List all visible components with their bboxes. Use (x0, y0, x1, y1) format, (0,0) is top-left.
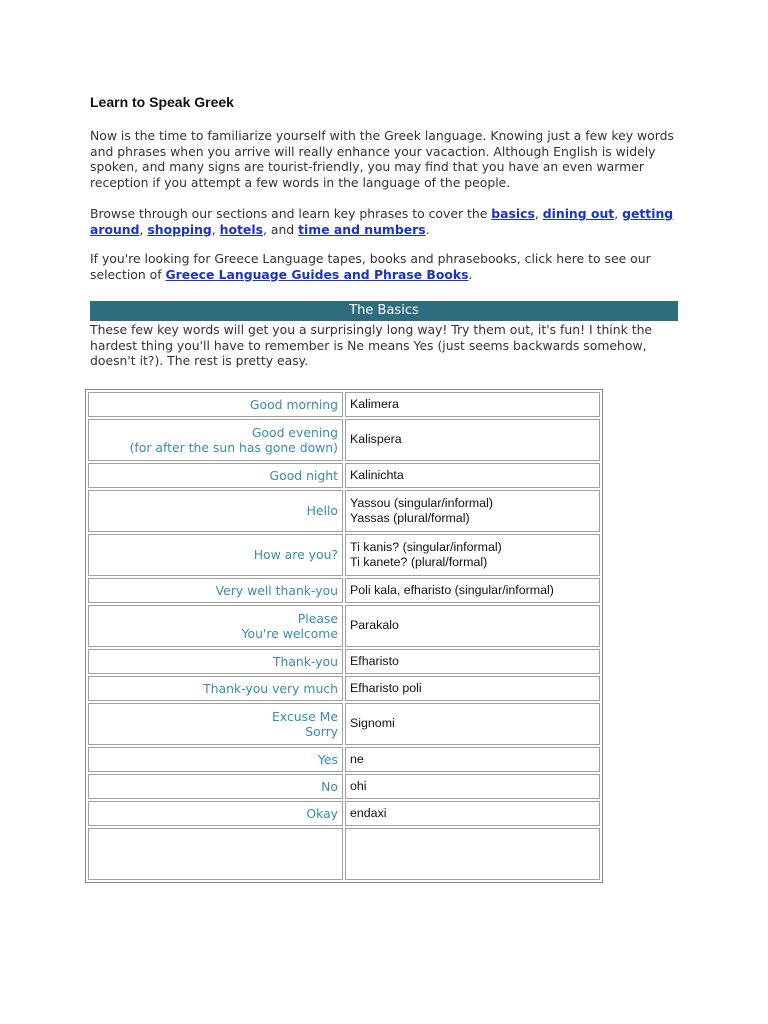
english-phrase-cell (88, 605, 343, 647)
table-row (88, 463, 600, 488)
english-phrase-cell (88, 747, 343, 772)
browse-prefix: Browse through our sections and learn key phrases to cover the (90, 206, 492, 221)
greek-phrase-cell (345, 463, 600, 488)
greek-phrase: Yassou (singular/informal) (350, 495, 494, 510)
greek-phrase: Signomi (350, 716, 395, 731)
english-phrase-cell (88, 463, 343, 488)
english-phrase-cell (88, 801, 343, 826)
english-phrase: Thank-you (272, 653, 338, 669)
english-phrase: You're welcome (241, 626, 338, 641)
greek-phrase-cell (345, 392, 600, 417)
greek-phrase-cell (345, 703, 600, 745)
link-basics[interactable]: basics (491, 206, 535, 221)
table-row (88, 747, 600, 772)
link-getting-around[interactable]: getting around (90, 206, 674, 237)
greek-phrase: Ti kanete? (plural/formal) (350, 555, 488, 569)
table-row (88, 649, 600, 674)
phrase-table (85, 389, 603, 883)
intro-paragraph: Now is the time to familiarize yourself with the Greek language. Knowing just a few key words and phrases when you arrive will really enhance your vacaction. Although English is widely spoken, and many signs are tourist-friendly, you may find that you have an even warmer reception if you attempt a few words in the language of the people. (90, 128, 674, 190)
english-phrase: Please (297, 610, 338, 626)
greek-phrase-cell (345, 578, 600, 603)
period: . (425, 221, 430, 237)
greek-phrase-cell (345, 419, 600, 461)
greek-phrase: Kalimera (350, 396, 399, 411)
empty-table-row (88, 828, 600, 880)
sep-and: , and (262, 221, 299, 237)
table-row (88, 534, 600, 576)
greek-phrase: Efharisto poli (350, 680, 422, 695)
english-phrase: Okay (306, 805, 338, 821)
browse-paragraph (90, 206, 680, 237)
link-shopping[interactable]: shopping (147, 221, 212, 237)
sep: , (139, 221, 148, 237)
greek-phrase-cell (345, 649, 600, 674)
period: . (468, 266, 473, 282)
greek-phrase: ohi (350, 778, 367, 793)
sep: , (211, 221, 220, 237)
table-row (88, 392, 600, 417)
english-phrase-cell (88, 774, 343, 799)
greek-phrase: Yassas (plural/formal) (350, 511, 470, 525)
section-intro: These few key words will get you a surprisingly long way! Try them out, it's fun! I think the hardest thing you'll have to remember is Ne means Yes (just seems backwards somehow, doesn't it?). The rest is pretty easy. (90, 322, 653, 368)
sep: , (534, 206, 543, 221)
english-phrase-cell (88, 490, 343, 532)
greek-phrase-cell (345, 801, 600, 826)
english-phrase: No (321, 778, 338, 794)
greek-phrase: Parakalo (350, 618, 399, 633)
english-phrase: Yes (317, 751, 338, 767)
section-heading-banner: The Basics (90, 301, 678, 321)
link-time-and-numbers[interactable]: time and numbers (298, 221, 426, 237)
greek-phrase: ne (350, 751, 364, 766)
english-phrase-cell (88, 676, 343, 701)
english-phrase: (for after the sun has gone down) (129, 440, 338, 455)
english-phrase: How are you? (253, 547, 338, 563)
english-phrase: Very well thank-you (215, 582, 338, 598)
english-phrase-cell (88, 703, 343, 745)
english-phrase-cell (88, 828, 343, 880)
table-row (88, 676, 600, 701)
link-hotels[interactable]: hotels (219, 221, 263, 237)
english-phrase-cell (88, 534, 343, 576)
sep: , (614, 206, 623, 221)
greek-phrase-cell (345, 774, 600, 799)
greek-phrase-cell (345, 490, 600, 532)
guides-text: If you're looking for Greece Language tapes, books and phrasebooks, click here to see our selection of (90, 251, 651, 282)
greek-phrase: Poli kala, efharisto (singular/informal) (350, 582, 554, 597)
greek-phrase: Kalinichta (350, 467, 404, 482)
english-phrase: Excuse Me (272, 708, 338, 724)
greek-phrase: Efharisto (350, 653, 399, 668)
greek-phrase-cell (345, 676, 600, 701)
greek-phrase: Ti kanis? (singular/informal) (350, 539, 502, 554)
english-phrase: Good night (269, 467, 338, 483)
guides-paragraph (90, 251, 680, 282)
link-dining-out[interactable]: dining out (542, 206, 615, 221)
greek-phrase-cell (345, 605, 600, 647)
english-phrase-cell (88, 578, 343, 603)
english-phrase: Good morning (249, 396, 338, 412)
english-phrase: Thank-you very much (203, 680, 338, 696)
greek-phrase: endaxi (350, 805, 387, 820)
link-language-guides[interactable]: Greece Language Guides and Phrase Books (165, 266, 469, 282)
english-phrase-cell (88, 649, 343, 674)
greek-phrase: Kalispera (350, 432, 402, 447)
english-phrase: Sorry (305, 724, 338, 739)
english-phrase: Good evening (251, 424, 338, 440)
greek-phrase-cell (345, 828, 600, 880)
table-row (88, 703, 600, 745)
greek-phrase-cell (345, 534, 600, 576)
greek-phrase-cell (345, 747, 600, 772)
english-phrase-cell (88, 419, 343, 461)
table-row (88, 605, 600, 647)
table-row (88, 490, 600, 532)
page-title: Learn to Speak Greek (90, 94, 234, 110)
table-row (88, 801, 600, 826)
table-row (88, 774, 600, 799)
english-phrase: Hello (306, 503, 338, 519)
table-row (88, 578, 600, 603)
table-row (88, 419, 600, 461)
english-phrase-cell (88, 392, 343, 417)
